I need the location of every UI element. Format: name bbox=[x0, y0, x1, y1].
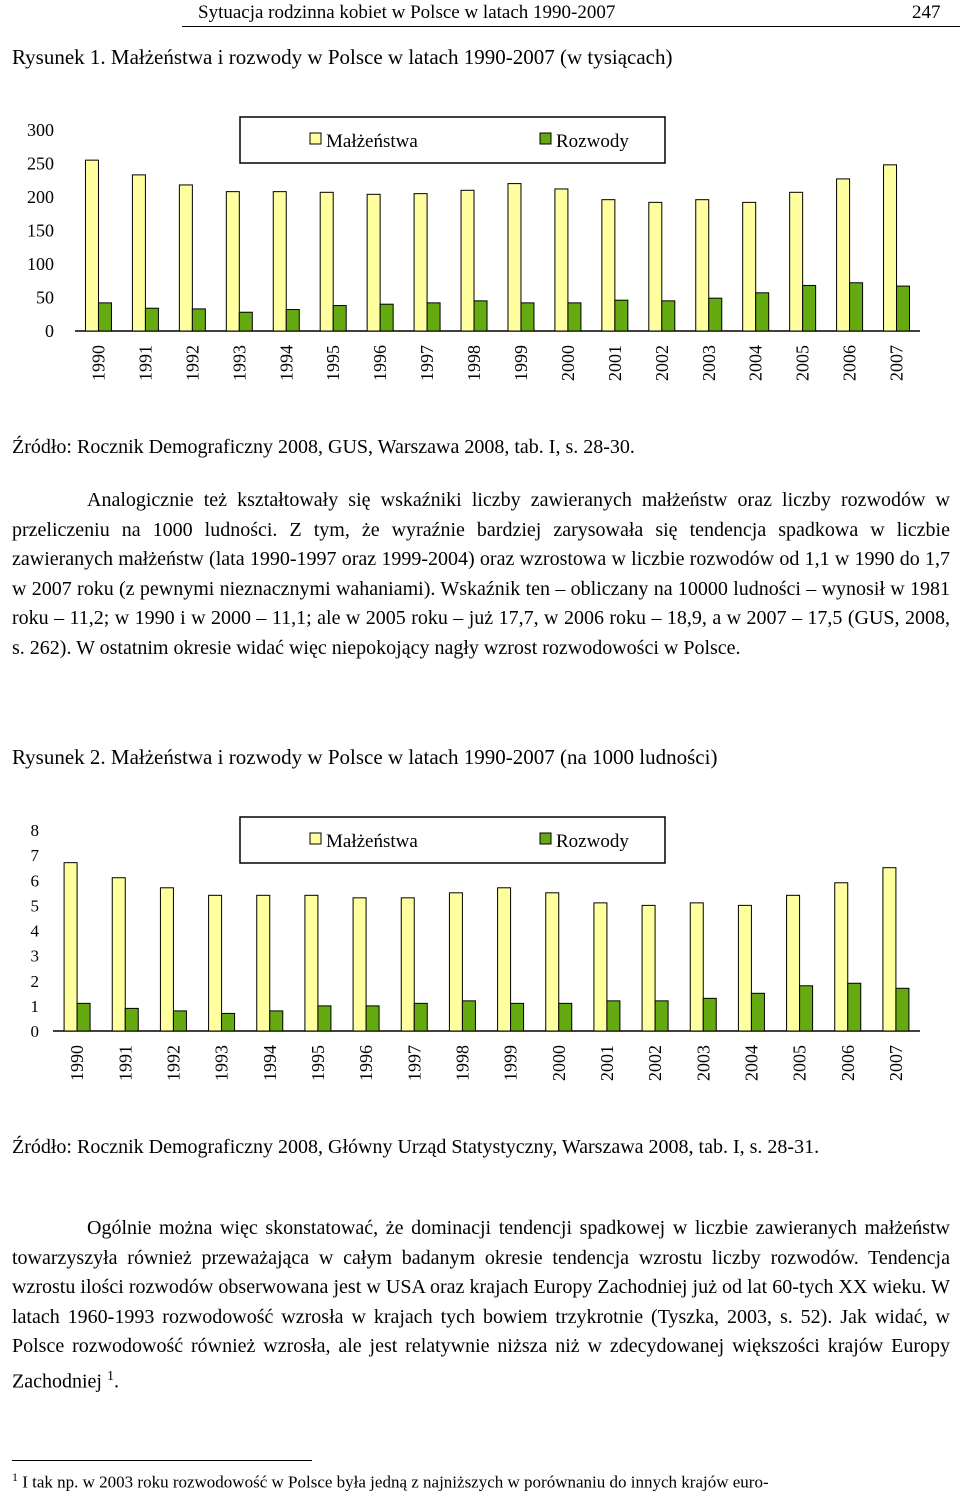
x-tick-label: 1998 bbox=[452, 1045, 473, 1081]
bar-marriages bbox=[85, 160, 98, 331]
bar-divorces bbox=[800, 986, 813, 1031]
x-tick-label: 1990 bbox=[88, 345, 109, 381]
x-tick-label: 1995 bbox=[323, 345, 344, 381]
header-rule bbox=[182, 26, 960, 27]
bar-marriages bbox=[305, 895, 318, 1031]
bar-divorces bbox=[751, 993, 764, 1031]
y-tick-label: 50 bbox=[36, 287, 54, 308]
bar-divorces bbox=[607, 1001, 620, 1031]
footnote-rule bbox=[12, 1460, 312, 1461]
figure2-source: Źródło: Rocznik Demograficzny 2008, Główny Urząd Statystyczny, Warszawa 2008, tab. I, s. 28-31. bbox=[12, 1136, 820, 1158]
y-tick-label: 5 bbox=[30, 896, 39, 916]
x-tick-label: 1990 bbox=[67, 1045, 88, 1081]
x-tick-label: 2004 bbox=[745, 345, 766, 381]
bar-marriages bbox=[602, 200, 615, 331]
x-tick-label: 1997 bbox=[404, 1045, 425, 1081]
figure1-caption: Rysunek 1. Małżeństwa i rozwody w Polsce w latach 1990-2007 (w tysiącach) bbox=[12, 45, 673, 69]
bar-marriages bbox=[461, 190, 474, 331]
x-tick-label: 2002 bbox=[651, 345, 672, 381]
x-tick-label: 1996 bbox=[356, 1045, 377, 1081]
paragraph-1 bbox=[12, 486, 950, 663]
bar-divorces bbox=[848, 983, 861, 1031]
figure1-source: Źródło: Rocznik Demograficzny 2008, GUS, Warszawa 2008, tab. I, s. 28-30. bbox=[12, 436, 635, 458]
x-tick-label: 1997 bbox=[417, 345, 438, 381]
bar-marriages bbox=[226, 192, 239, 331]
y-tick-label: 200 bbox=[27, 187, 54, 207]
x-tick-label: 1991 bbox=[115, 1045, 136, 1081]
bar-marriages bbox=[790, 192, 803, 331]
x-tick-label: 1996 bbox=[370, 345, 391, 381]
y-tick-label: 6 bbox=[30, 871, 39, 891]
y-tick-label: 0 bbox=[45, 321, 54, 341]
legend-swatch-marriages bbox=[310, 133, 321, 144]
y-tick-label: 7 bbox=[30, 846, 39, 866]
bar-divorces bbox=[145, 308, 158, 331]
x-tick-label: 2006 bbox=[837, 1045, 858, 1081]
legend-label-marriages: Małżeństwa bbox=[326, 831, 418, 852]
bar-marriages bbox=[738, 905, 751, 1031]
bar-divorces bbox=[286, 310, 299, 331]
x-tick-label: 2004 bbox=[741, 1045, 762, 1081]
bar-marriages bbox=[835, 883, 848, 1031]
bar-divorces bbox=[850, 283, 863, 331]
bar-divorces bbox=[897, 286, 910, 331]
x-tick-label: 1994 bbox=[259, 1045, 280, 1081]
x-tick-label: 1999 bbox=[500, 1045, 521, 1081]
y-tick-label: 1 bbox=[30, 996, 39, 1016]
y-tick-label: 150 bbox=[27, 220, 54, 241]
paragraph-1-text: Analogicznie też kształtowały się wskaźniki liczby zawieranych małżeństw oraz liczby rozwodów w przeliczeniu na 1000 ludności. Z tym, że wyraźnie bardziej zarysowała się tendencja spadkowa w liczbie zawieranych małżeństw (lata 1990-1997 oraz 1999-2004) oraz wzrostowa w liczbie rozwodów od 1,1 w 1990 do 1,7 w 2007 roku (z pewnymi nieznacznymi wahaniami). Wskaźnik ten – obliczany na 10000 ludności – wynosił w 1981 roku – 11,2; w 1990 i w 2000 – 11,1; ale w 2005 roku – już 17,7, w 2006 roku – 18,9, a w 2007 – 17,5 (GUS, 2008, s. 262). W ostatnim okresie widać więc niepokojący nagły wzrost rozwodowości w Polsce. bbox=[12, 489, 950, 659]
bar-divorces bbox=[380, 304, 393, 331]
x-tick-label: 2003 bbox=[693, 1045, 714, 1081]
x-tick-label: 1993 bbox=[229, 345, 250, 381]
x-tick-label: 1998 bbox=[464, 345, 485, 381]
bar-divorces bbox=[511, 1003, 524, 1031]
bar-marriages bbox=[257, 895, 270, 1031]
bar-divorces bbox=[559, 1003, 572, 1031]
bar-marriages bbox=[179, 185, 192, 331]
figure1-chart bbox=[0, 100, 960, 400]
legend-swatch-divorces bbox=[540, 133, 551, 144]
x-tick-label: 1999 bbox=[510, 345, 531, 381]
figure2-caption: Rysunek 2. Małżeństwa i rozwody w Polsce w latach 1990-2007 (na 1000 ludności) bbox=[12, 745, 718, 769]
bar-divorces bbox=[462, 1001, 475, 1031]
x-tick-label: 1991 bbox=[135, 345, 156, 381]
y-tick-label: 3 bbox=[30, 946, 39, 966]
x-tick-label: 1992 bbox=[163, 1045, 184, 1081]
bar-marriages bbox=[508, 184, 521, 331]
x-tick-label: 2006 bbox=[839, 345, 860, 381]
y-tick-label: 300 bbox=[27, 120, 54, 140]
y-tick-label: 100 bbox=[27, 254, 54, 274]
bar-marriages bbox=[367, 194, 380, 331]
legend-label-divorces: Rozwody bbox=[556, 131, 629, 152]
bar-divorces bbox=[662, 301, 675, 331]
x-tick-label: 2007 bbox=[885, 1045, 906, 1081]
bar-marriages bbox=[273, 192, 286, 331]
x-tick-label: 1993 bbox=[211, 1045, 232, 1081]
bar-marriages bbox=[787, 895, 800, 1031]
paragraph-2 bbox=[12, 1214, 950, 1397]
bar-divorces bbox=[703, 998, 716, 1031]
bar-divorces bbox=[125, 1008, 138, 1031]
bar-divorces bbox=[222, 1013, 235, 1031]
page-number: 247 bbox=[912, 2, 941, 23]
bar-divorces bbox=[756, 293, 769, 331]
x-tick-label: 2000 bbox=[557, 345, 578, 381]
bar-marriages bbox=[594, 903, 607, 1031]
bar-divorces bbox=[474, 301, 487, 331]
y-tick-label: 250 bbox=[27, 153, 54, 174]
bar-divorces bbox=[77, 1003, 90, 1031]
footnote-reference: 1 bbox=[106, 1368, 114, 1384]
bar-divorces bbox=[333, 306, 346, 331]
bar-divorces bbox=[270, 1011, 283, 1031]
x-tick-label: 2001 bbox=[596, 1045, 617, 1081]
x-tick-label: 2005 bbox=[792, 345, 813, 381]
bar-marriages bbox=[320, 192, 333, 331]
bar-marriages bbox=[743, 202, 756, 331]
bar-marriages bbox=[401, 898, 414, 1031]
bar-divorces bbox=[427, 303, 440, 331]
footnote-text: I tak np. w 2003 roku rozwodowość w Polsce była jedną z najniższych w porównaniu do innych krajów euro- bbox=[22, 1472, 769, 1492]
x-tick-label: 2001 bbox=[604, 345, 625, 381]
legend-swatch-divorces bbox=[540, 833, 551, 844]
bar-marriages bbox=[696, 200, 709, 331]
y-tick-label: 4 bbox=[30, 921, 39, 941]
bar-marriages bbox=[649, 202, 662, 331]
bar-divorces bbox=[414, 1003, 427, 1031]
bar-divorces bbox=[192, 309, 205, 331]
y-tick-label: 2 bbox=[30, 971, 39, 991]
bar-divorces bbox=[239, 312, 252, 331]
paragraph-2-text: Ogólnie można więc skonstatować, że dominacji tendencji spadkowej w liczbie zawieranych małżeństw towarzyszyła również przeważająca w całym badanym okresie tendencja wzrostu liczby rozwodów. Tendencja wzrostu ilości rozwodów obserwowana jest w USA oraz krajach Europy Zachodniej już od lat 60-tych XX wieku. W latach 1960-1993 rozwodowość wzrosła w krajach tych bowiem trzykrotnie (Tyszka, 2003, s. 52). Jak widać, w Polsce rozwodowość również wzrosła, ale jest relatywnie niższa niż w zdecydowanej większości krajów Europy Zachodniej bbox=[12, 1217, 950, 1393]
bar-marriages bbox=[353, 898, 366, 1031]
bar-divorces bbox=[98, 303, 111, 331]
bar-marriages bbox=[883, 868, 896, 1031]
legend-swatch-marriages bbox=[310, 833, 321, 844]
bar-divorces bbox=[521, 303, 534, 331]
legend-label-marriages: Małżeństwa bbox=[326, 131, 418, 152]
bar-marriages bbox=[112, 878, 125, 1031]
bar-marriages bbox=[132, 175, 145, 331]
bar-divorces bbox=[896, 988, 909, 1031]
footnote-marker: 1 bbox=[12, 1470, 18, 1484]
bar-marriages bbox=[546, 893, 559, 1031]
bar-divorces bbox=[366, 1006, 379, 1031]
paragraph-2-end: . bbox=[113, 1370, 119, 1393]
bar-divorces bbox=[615, 300, 628, 331]
x-tick-label: 2007 bbox=[886, 345, 907, 381]
footnote bbox=[12, 1470, 769, 1493]
bar-divorces bbox=[318, 1006, 331, 1031]
chart-svg bbox=[0, 800, 960, 1100]
bar-marriages bbox=[498, 888, 511, 1031]
x-tick-label: 2003 bbox=[698, 345, 719, 381]
figure2-chart bbox=[0, 800, 960, 1100]
bar-marriages bbox=[837, 179, 850, 331]
bar-divorces bbox=[803, 285, 816, 331]
y-tick-label: 0 bbox=[30, 1022, 39, 1041]
bar-marriages bbox=[64, 863, 77, 1031]
x-tick-label: 2002 bbox=[645, 1045, 666, 1081]
chart-svg bbox=[0, 100, 960, 400]
y-tick-label: 8 bbox=[30, 821, 39, 840]
bar-marriages bbox=[449, 893, 462, 1031]
legend-label-divorces: Rozwody bbox=[556, 831, 629, 852]
bar-divorces bbox=[173, 1011, 186, 1031]
running-title: Sytuacja rodzinna kobiet w Polsce w latach 1990-2007 bbox=[198, 2, 616, 23]
bar-marriages bbox=[160, 888, 173, 1031]
bar-marriages bbox=[884, 165, 897, 331]
bar-marriages bbox=[209, 895, 222, 1031]
x-tick-label: 2000 bbox=[548, 1045, 569, 1081]
bar-marriages bbox=[642, 905, 655, 1031]
bar-divorces bbox=[709, 298, 722, 331]
bar-marriages bbox=[555, 189, 568, 331]
bar-marriages bbox=[690, 903, 703, 1031]
bar-divorces bbox=[655, 1001, 668, 1031]
bar-marriages bbox=[414, 194, 427, 331]
x-tick-label: 2005 bbox=[789, 1045, 810, 1081]
x-tick-label: 1994 bbox=[276, 345, 297, 381]
x-tick-label: 1992 bbox=[182, 345, 203, 381]
x-tick-label: 1995 bbox=[307, 1045, 328, 1081]
bar-divorces bbox=[568, 303, 581, 331]
